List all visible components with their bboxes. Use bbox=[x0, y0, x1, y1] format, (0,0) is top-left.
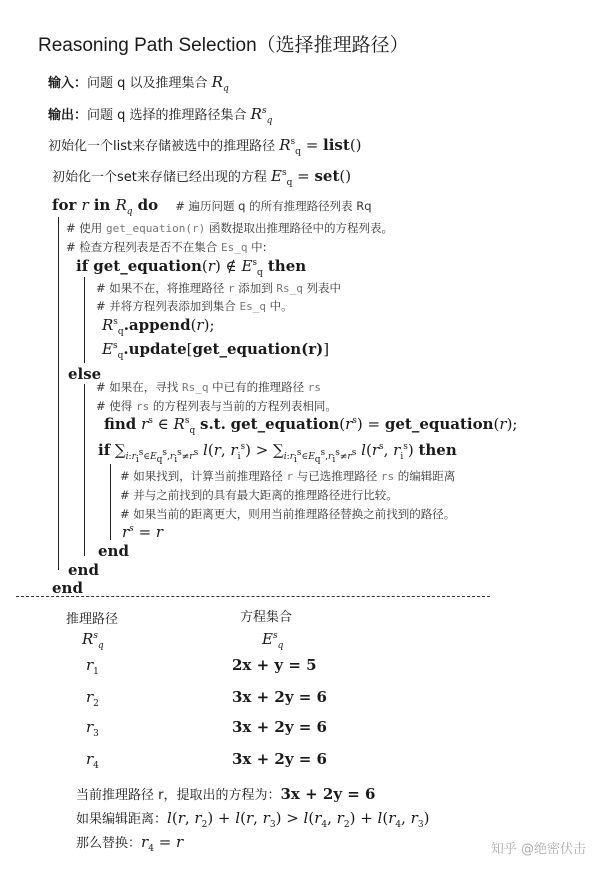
watermark: 知乎 @绝密伏击 bbox=[490, 842, 586, 857]
end-ifelse-line bbox=[68, 560, 99, 579]
kw-end-2: end bbox=[68, 561, 99, 579]
comment-line-3: # 如果不在，将推理路径 r 添加到 Rs_q 列表中 bbox=[96, 281, 342, 295]
table-row-1-equation: 2x + y = 5 bbox=[232, 656, 317, 674]
kw-st: s.t. bbox=[200, 415, 226, 433]
find-line: find $r^s$ ∈ $R^s_q$ s.t. $get\_equation(r^s)$ = get_equation(r); bbox=[104, 415, 518, 436]
output-text: 问题 q 选择的推理路径集合 bbox=[87, 108, 251, 123]
kw-then: then bbox=[267, 257, 307, 275]
init-set-math: $E^s_q = set()$ bbox=[271, 167, 352, 188]
input-line bbox=[48, 72, 229, 94]
for-set: $R_q$ bbox=[115, 196, 133, 217]
init-set-text: 初始化一个set来存储已经出现的方程 bbox=[52, 170, 272, 185]
init-set-line bbox=[52, 166, 352, 188]
table-row-4-path: $r_4$ bbox=[86, 750, 99, 771]
comment-line-4: # 并将方程列表添加到集合 Es_q 中。 bbox=[96, 299, 293, 313]
table-sub-path: $R^s_q$ bbox=[82, 630, 104, 651]
kw-for: for bbox=[52, 196, 77, 214]
input-text: 问题 q 以及推理集合 bbox=[87, 76, 212, 91]
footer-replace: $r_4 = r$ bbox=[141, 833, 184, 854]
append-line: $R^s_q.append(r)$; bbox=[102, 316, 215, 337]
table-row-2-path: $r_2$ bbox=[86, 688, 99, 709]
for-comment: # 遍历问题 q 的所有推理路径列表 Rq bbox=[175, 199, 372, 213]
kw-find: find bbox=[104, 415, 137, 433]
if-condition: get_equation(r) ∉ $E^s_q$ bbox=[93, 257, 263, 278]
if-sum-line: if $\sum_{i:r_i^s\in E_q^s,r_i^s\ne r^s}$ l(r, $r_i^s) > \sum_{i:r_i^s\in E_q^s,r_i^s\ne r^s}$ $l(r^s$, $r_i^s$) then bbox=[98, 441, 457, 465]
init-list-text: 初始化一个list来存储被选中的推理路径 bbox=[48, 139, 280, 154]
table-row-1-path: $r_1$ bbox=[86, 656, 99, 677]
input-label: 输入： bbox=[48, 76, 88, 91]
comment-line-6: # 使得 rs 的方程列表与当前的方程列表相同。 bbox=[96, 399, 337, 413]
table-row-3-equation: 3x + 2y = 6 bbox=[232, 718, 327, 736]
comment-line-7: # 如果找到，计算当前推理路径 r 与已选推理路径 rs 的编辑距离 bbox=[120, 469, 456, 483]
table-header-path: 推理路径 bbox=[66, 612, 119, 627]
comment-line-8: # 并与之前找到的具有最大距离的推理路径进行比较。 bbox=[120, 488, 398, 502]
fn-list: list bbox=[323, 136, 350, 154]
dashed-divider bbox=[16, 596, 490, 597]
table-row-4-equation: 3x + 2y = 6 bbox=[232, 750, 327, 768]
kw-if: if bbox=[76, 257, 89, 275]
for-guide-line bbox=[58, 217, 59, 570]
footer-line-3: 那么替换：$r_4 = r$ bbox=[76, 833, 184, 854]
output-label: 输出： bbox=[48, 108, 88, 123]
end-if-line bbox=[98, 541, 129, 560]
footer-equation: 3x + 2y = 6 bbox=[280, 785, 376, 803]
kw-if-2: if bbox=[98, 441, 111, 459]
table-row-3-path: $r_3$ bbox=[86, 718, 99, 739]
kw-in: in bbox=[93, 196, 111, 214]
kw-end-3: end bbox=[52, 579, 83, 597]
kw-else: else bbox=[68, 365, 102, 383]
table-sub-equation: $E^s_q$ bbox=[262, 630, 284, 651]
if-line bbox=[76, 256, 307, 278]
table-header-equation: 方程集合 bbox=[240, 610, 293, 625]
fn-set: set bbox=[314, 167, 340, 185]
for-var: r bbox=[81, 196, 89, 214]
assign-line: $r^s = r$ bbox=[122, 523, 164, 541]
footer-inequality: l(r, $r_2) + l(r$, $r_3) > l(r_4$, $r_2) + l(r_4$, $r_3$) bbox=[167, 809, 430, 830]
comment-line-9: # 如果当前的距离更大，则用当前推理路径替换之前找到的路径。 bbox=[120, 507, 456, 521]
comment-line-1: # 使用 get_equation(r) 函数提取出推理路径中的方程列表。 bbox=[66, 221, 393, 235]
kw-then-2: then bbox=[418, 441, 457, 459]
footer-line-2: 如果编辑距离：l(r, $r_2) + l(r$, $r_3) > l(r_4$, $r_2) + l(r_4$, $r_3$) bbox=[76, 809, 430, 830]
update-line: $E^s_q.update[get\_equation(r)]$ bbox=[102, 340, 330, 361]
page-title: Reasoning Path Selection（选择推理路径） bbox=[38, 35, 409, 56]
end-for-line bbox=[52, 578, 83, 597]
output-line bbox=[48, 104, 273, 126]
for-line bbox=[52, 195, 372, 217]
output-math: $R^s_q$ bbox=[250, 105, 273, 126]
footer-line-1: 当前推理路径 r，提取出的方程为：3x + 2y = 6 bbox=[76, 785, 376, 803]
if-guide-line bbox=[84, 277, 85, 363]
kw-do: do bbox=[137, 196, 159, 214]
table-row-2-equation: 3x + 2y = 6 bbox=[232, 688, 327, 706]
comment-line-2: # 检查方程列表是否不在集合 Es_q 中: bbox=[66, 240, 267, 254]
else-guide-line bbox=[84, 384, 85, 556]
init-list-math: $R^s_q$ = list() bbox=[279, 136, 362, 157]
init-list-line bbox=[48, 135, 362, 157]
if2-guide-line bbox=[110, 464, 111, 540]
kw-end-1: end bbox=[98, 542, 129, 560]
input-math: $R_q$ bbox=[211, 73, 229, 94]
comment-line-5: # 如果在，寻找 Rs_q 中已有的推理路径 rs bbox=[96, 380, 322, 394]
